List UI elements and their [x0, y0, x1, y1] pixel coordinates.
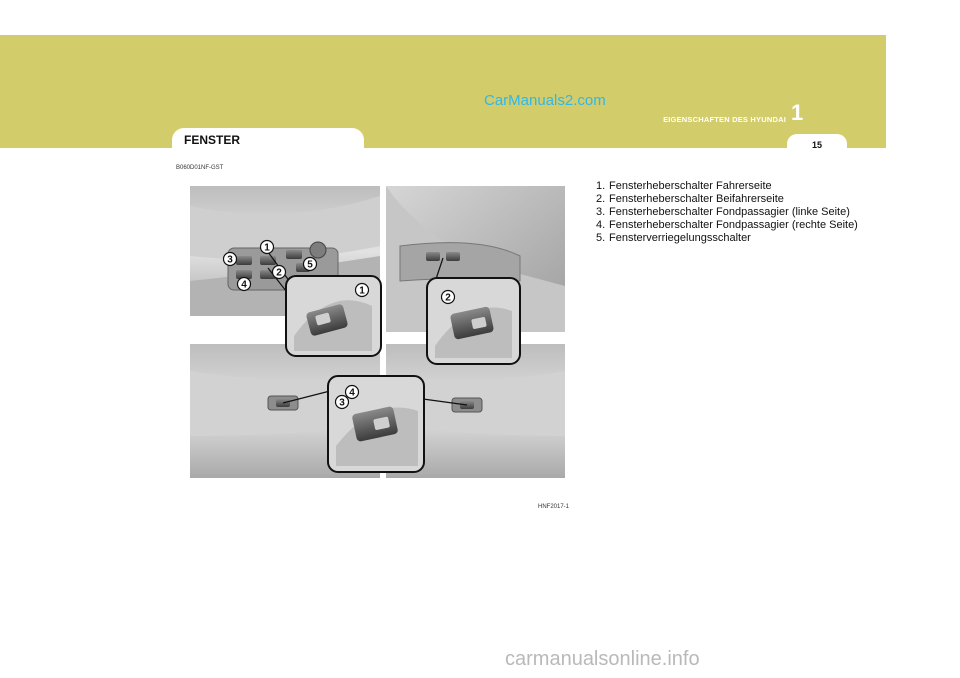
- svg-text:4: 4: [241, 279, 247, 291]
- legend-item: [596, 193, 858, 206]
- svg-text:2: 2: [276, 267, 282, 279]
- chapter-number: 1: [791, 100, 804, 125]
- legend-item: [596, 219, 858, 232]
- callout-3-badge: [224, 253, 237, 266]
- section-title: FENSTER: [184, 133, 241, 147]
- legend-number: 5.: [596, 232, 606, 244]
- legend-text: Fensterheberschalter Beifahrerseite: [609, 193, 784, 205]
- callout-2-badge: [273, 266, 286, 279]
- callout-5-badge: [304, 258, 317, 271]
- window-switch-illustration: [190, 186, 565, 478]
- zoom-callout-3-badge: [336, 396, 349, 409]
- zoom-callout-4-badge: [346, 386, 359, 399]
- legend-number: 4.: [596, 219, 606, 231]
- legend-number: 2.: [596, 193, 606, 205]
- zoom-box-passenger-switch: [427, 278, 520, 364]
- svg-text:5: 5: [307, 259, 313, 271]
- header-band: [0, 35, 886, 148]
- svg-text:3: 3: [339, 397, 345, 409]
- legend-item: [596, 232, 858, 245]
- legend-text: Fensterheberschalter Fondpassagier (rechte Seite): [609, 219, 858, 231]
- callout-1-badge: [261, 241, 274, 254]
- page-number: 15: [811, 140, 822, 150]
- zoom-box-rear-switch: [328, 376, 424, 472]
- svg-text:1: 1: [264, 242, 270, 254]
- svg-text:1: 1: [359, 285, 365, 297]
- legend-text: Fensterheberschalter Fahrerseite: [609, 180, 772, 192]
- legend-item: [596, 180, 858, 193]
- callout-4-badge: [238, 278, 251, 291]
- legend-number: 3.: [596, 206, 606, 218]
- legend-item: [596, 206, 858, 219]
- chapter-label: EIGENSCHAFTEN DES HYUNDAI: [663, 115, 786, 124]
- watermark-top: CarManuals2.com: [484, 92, 606, 109]
- svg-text:2: 2: [445, 292, 451, 304]
- zoom-callout-1-badge: [356, 284, 369, 297]
- svg-text:3: 3: [227, 254, 233, 266]
- figure-code: HNF2017-1: [538, 504, 570, 510]
- legend-list: [596, 180, 858, 245]
- legend-number: 1.: [596, 180, 606, 192]
- watermark-bottom: carmanualsonline.info: [505, 648, 700, 670]
- doc-code: B060D01NF-GST: [176, 165, 224, 171]
- svg-text:4: 4: [349, 387, 355, 399]
- legend-text: Fensterverriegelungsschalter: [609, 232, 751, 244]
- zoom-callout-2-badge: [442, 291, 455, 304]
- legend-text: Fensterheberschalter Fondpassagier (linke Seite): [609, 206, 850, 218]
